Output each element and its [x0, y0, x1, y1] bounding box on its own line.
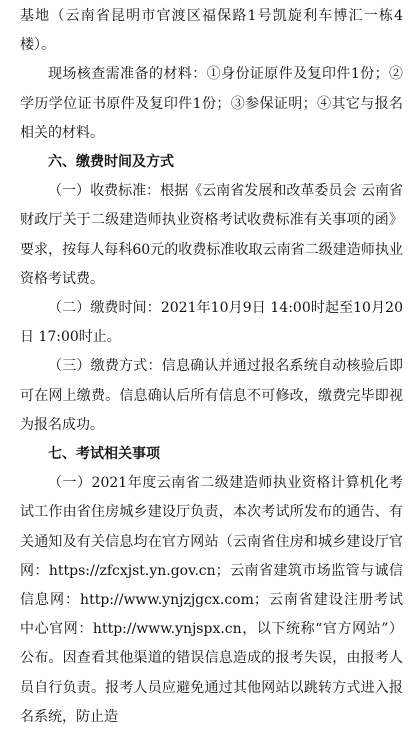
fee-standard-paragraph: （一）收费标准：根据《云南省发展和改革委员会 云南省财政厅关于二级建造师执业资格考试收费标准有关事项的函》要求，按每人每科60元的收费标准收取云南省二级建造师执业资格考试费。: [20, 183, 403, 287]
payment-time-paragraph: （二）缴费时间：2021年10月9日 14:00时起至10月20日 17:00时止。: [20, 300, 403, 346]
exam-notes-paragraph: （一）2021年度云南省二级建造师执业资格计算机化考试工作由省住房城乡建设厅负责，本次考试所发布的通告、有关通知及有关信息均在官方网站（云南省住房和城乡建设厅官网：https://zfcxjst.yn.gov.cn；云南省建筑市场监管与诚信信息网：http://www.ynjzjgcx.com；云南省建设注册考试中心官网：http://www.ynjspx.cn，以下统称“官方网站”）公布。因查看其他渠道的错误信息造成的报考失误，由报考人员自行负责。报考人员应避免通过其他网站以跳转方式进入报名系统，防止造: [20, 475, 403, 725]
document-page: [20, 2, 403, 732]
section-6-heading: 六、缴费时间及方式: [48, 154, 174, 171]
section-7-heading: 七、考试相关事项: [48, 446, 160, 463]
intro-text: 基地（云南省昆明市官渡区福保路1号凯旋利车博汇一栋4楼）。: [20, 8, 403, 54]
payment-method-paragraph: （三）缴费方式：信息确认并通过报名系统自动核验后即可在网上缴费。信息确认后所有信息不可修改，缴费完毕即视为报名成功。: [20, 358, 403, 433]
materials-paragraph: 现场核查需准备的材料：①身份证原件及复印件1份；②学历学位证书原件及复印件1份；③参保证明；④其它与报名相关的材料。: [20, 66, 403, 141]
